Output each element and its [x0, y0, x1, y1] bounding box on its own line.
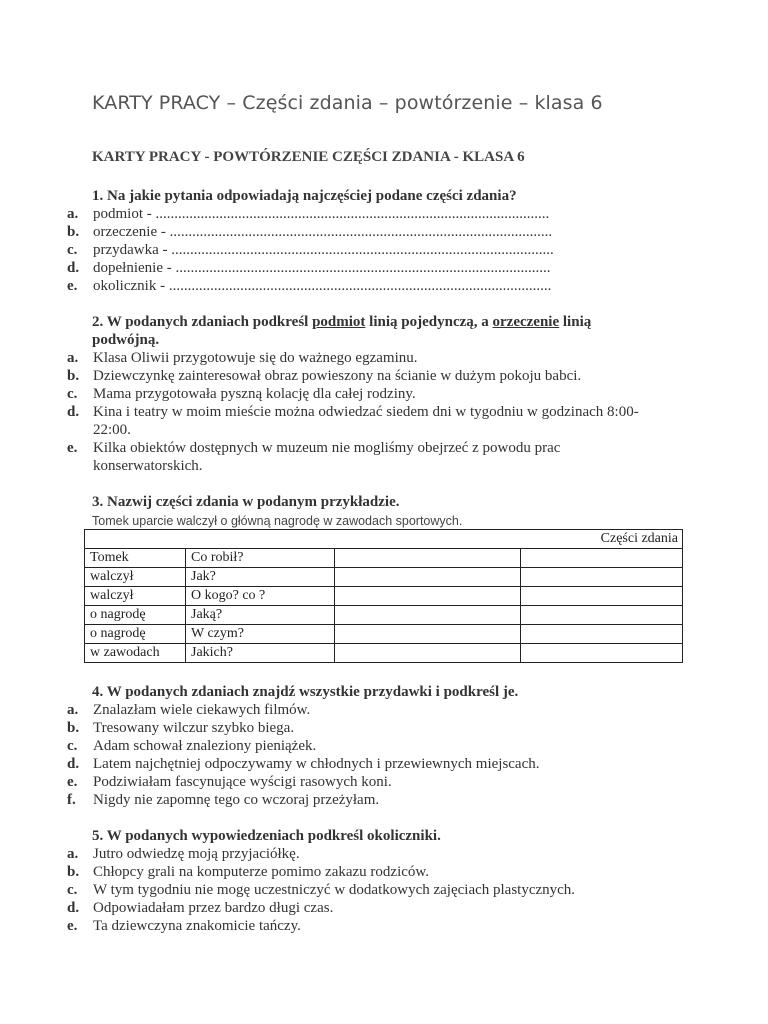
question-cell: Jakich?: [186, 644, 335, 663]
q1-item-e: [67, 277, 551, 295]
q4-item-d: [67, 755, 540, 773]
heading-text: linią podwójną.: [92, 314, 592, 348]
item-letter: c.: [67, 882, 78, 898]
item-letter: e.: [67, 774, 78, 790]
table-header: Części zdania: [85, 530, 683, 549]
item-text: Nigdy nie zapomnę tego co wczoraj przeżyłam.: [93, 792, 380, 808]
item-text: Jutro odwiedzę moją przyjaciółkę.: [93, 846, 300, 862]
answer-cell[interactable]: [335, 644, 521, 663]
item-text: Klasa Oliwii przygotowuje się do ważnego egzaminu.: [93, 350, 418, 366]
sentence-parts-table: [84, 529, 683, 663]
item-letter: f.: [67, 792, 76, 808]
item-text: Kina i teatry w moim mieście można odwiedzać siedem dni w tygodniu w godzinach 8:00-22:00.: [93, 404, 639, 438]
q4-item-e: [67, 773, 392, 791]
item-letter: d.: [67, 404, 80, 420]
item-letter: d.: [67, 900, 80, 916]
question-4-heading: 4. W podanych zdaniach znajdź wszystkie przydawki i podkreśl je.: [92, 684, 519, 700]
word-cell: walczył: [85, 568, 186, 587]
item-text: Podziwiałam fascynujące wyścigi rasowych koni.: [93, 774, 392, 790]
underlined-term-orzeczenie: orzeczenie: [492, 314, 560, 330]
q1-item-b: [67, 223, 552, 241]
q1-item-a: [67, 205, 549, 223]
q4-item-f: [67, 791, 379, 809]
item-text: Znalazłam wiele ciekawych filmów.: [93, 702, 311, 718]
q5-item-c: [67, 881, 575, 899]
item-text: Odpowiadałam przez bardzo długi czas.: [93, 900, 334, 916]
answer-cell[interactable]: [335, 587, 521, 606]
table-row: [85, 644, 683, 663]
item-letter: b.: [67, 368, 80, 384]
item-text: Tresowany wilczur szybko biega.: [93, 720, 295, 736]
table-row: [85, 568, 683, 587]
q1-item-d: [67, 259, 550, 277]
item-text: Mama przygotowała pyszną kolację dla całej rodziny.: [93, 386, 416, 402]
item-text: W tym tygodniu nie mogę uczestniczyć w dodatkowych zajęciach plastycznych.: [93, 882, 576, 898]
q2-item-a: [67, 349, 418, 367]
question-cell: O kogo? co ?: [186, 587, 335, 606]
item-text: Latem najchętniej odpoczywamy w chłodnych i przewiewnych miejscach.: [93, 756, 540, 772]
item-letter: a.: [67, 350, 79, 366]
table-header-row: [85, 530, 683, 549]
q1-item-c: [67, 241, 554, 259]
answer-cell[interactable]: [335, 568, 521, 587]
heading-text: linią pojedynczą, a: [365, 314, 493, 330]
item-text: Kilka obiektów dostępnych w muzeum nie mogliśmy obejrzeć z powodu prac konserwatorskich.: [93, 440, 561, 474]
answer-cell[interactable]: [335, 625, 521, 644]
item-text: Ta dziewczyna znakomicie tańczy.: [93, 918, 301, 934]
item-text: okolicznik - ......................................................................................................: [93, 278, 552, 294]
answer-cell[interactable]: [521, 625, 683, 644]
answer-cell[interactable]: [335, 606, 521, 625]
word-cell: walczył: [85, 587, 186, 606]
item-letter: e.: [67, 918, 78, 934]
heading-text: 2. W podanych zdaniach podkreśl: [92, 314, 313, 330]
table-row: [85, 549, 683, 568]
question-1-heading: 1. Na jakie pytania odpowiadają najczęściej podane części zdania?: [92, 188, 517, 204]
q4-item-b: [67, 719, 294, 737]
answer-cell[interactable]: [521, 549, 683, 568]
item-letter: a.: [67, 846, 79, 862]
item-letter: e.: [67, 440, 78, 456]
underlined-term-podmiot: podmiot: [312, 314, 366, 330]
item-letter: b.: [67, 864, 80, 880]
item-text: Chłopcy grali na komputerze pomimo zakazu rodziców.: [93, 864, 429, 880]
item-text: dopełnienie - ....................................................................................................: [93, 260, 551, 276]
word-cell: o nagrodę: [85, 606, 186, 625]
item-text: podmiot - .........................................................................................................: [93, 206, 550, 222]
q2-item-e: [67, 439, 583, 475]
question-cell: Jaką?: [186, 606, 335, 625]
table-row: [85, 625, 683, 644]
table-row: [85, 606, 683, 625]
answer-cell[interactable]: [335, 549, 521, 568]
item-letter: b.: [67, 720, 80, 736]
item-letter: d.: [67, 260, 80, 276]
item-text: orzeczenie - ......................................................................................................: [93, 224, 553, 240]
item-text: Adam schował znaleziony pieniążek.: [93, 738, 317, 754]
question-cell: Jak?: [186, 568, 335, 587]
item-letter: c.: [67, 738, 78, 754]
question-cell: Co robił?: [186, 549, 335, 568]
item-letter: a.: [67, 206, 79, 222]
item-letter: b.: [67, 224, 80, 240]
q4-item-a: [67, 701, 310, 719]
worksheet-subtitle: KARTY PRACY - POWTÓRZENIE CZĘŚCI ZDANIA - KLASA 6: [92, 149, 525, 165]
item-letter: c.: [67, 242, 78, 258]
item-letter: c.: [67, 386, 78, 402]
question-cell: W czym?: [186, 625, 335, 644]
q4-item-c: [67, 737, 316, 755]
item-text: przydawka - ......................................................................................................: [93, 242, 554, 258]
item-letter: e.: [67, 278, 78, 294]
q5-item-b: [67, 863, 429, 881]
answer-cell[interactable]: [521, 644, 683, 663]
document-title: KARTY PRACY – Części zdania – powtórzenie – klasa 6: [92, 92, 603, 114]
item-text: Dziewczynkę zainteresował obraz powieszony na ścianie w dużym pokoju babci.: [93, 368, 582, 384]
question-2-heading: [92, 313, 612, 349]
question-5-heading: 5. W podanych wypowiedzeniach podkreśl okoliczniki.: [92, 828, 441, 844]
word-cell: Tomek: [85, 549, 186, 568]
q2-item-b: [67, 367, 581, 385]
example-sentence: Tomek uparcie walczył o główną nagrodę w zawodach sportowych.: [92, 514, 463, 528]
q5-item-a: [67, 845, 300, 863]
q5-item-d: [67, 899, 333, 917]
table-row: [85, 587, 683, 606]
item-letter: a.: [67, 702, 79, 718]
item-letter: d.: [67, 756, 80, 772]
q5-item-e: [67, 917, 301, 935]
answer-cell[interactable]: [521, 568, 683, 587]
answer-cell[interactable]: [521, 587, 683, 606]
word-cell: w zawodach: [85, 644, 186, 663]
q2-item-c: [67, 385, 416, 403]
q2-item-d: [67, 403, 658, 439]
answer-cell[interactable]: [521, 606, 683, 625]
question-3-heading: 3. Nazwij części zdania w podanym przykładzie.: [92, 494, 400, 510]
word-cell: o nagrodę: [85, 625, 186, 644]
